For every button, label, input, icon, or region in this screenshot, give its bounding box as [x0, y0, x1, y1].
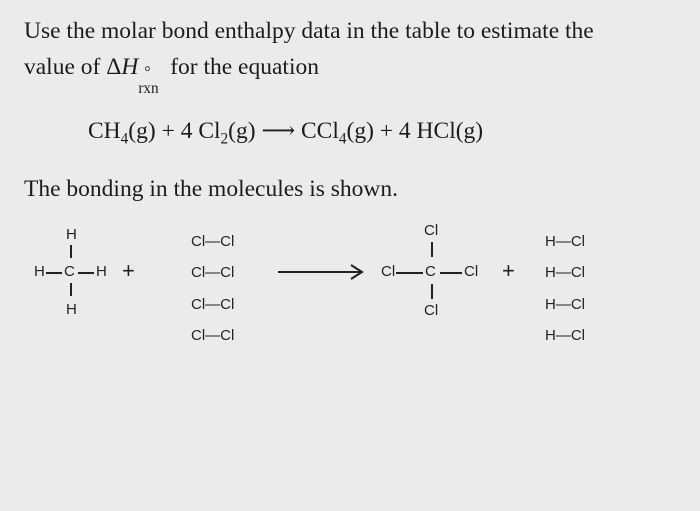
eq-ch: CH	[88, 118, 121, 144]
ccl4-cl-left: Cl	[381, 263, 396, 280]
hcl-molecule: H—Cl	[545, 264, 585, 281]
methane-h-top: H	[66, 226, 77, 243]
chemical-equation	[88, 116, 483, 149]
methane-h-right: H	[96, 263, 107, 280]
ccl4-c: C	[425, 263, 436, 280]
question-line-2-suffix: for the equation	[164, 54, 319, 80]
bonding-statement: The bonding in the molecules is shown.	[24, 176, 398, 202]
cl2-molecule: Cl—Cl	[191, 233, 235, 250]
question-line-2-prefix: value of Δ	[24, 54, 122, 80]
enthalpy-symbol: H	[121, 54, 139, 80]
rxn-subscript: rxn	[138, 80, 159, 97]
eq-cl-sub: 2	[220, 130, 229, 148]
hcl-molecule: H—Cl	[545, 327, 585, 344]
plus-sign-2: +	[502, 258, 515, 283]
standard-state-mark: °	[144, 64, 151, 81]
ccl4-cl-right: Cl	[464, 263, 479, 280]
cl2-molecule: Cl—Cl	[191, 264, 235, 281]
hcl-molecule: H—Cl	[545, 296, 585, 313]
methane-c: C	[64, 263, 75, 280]
question-line-2	[24, 54, 319, 97]
cl2-molecule: Cl—Cl	[191, 296, 235, 313]
eq-ccl-sub: 4	[338, 130, 347, 148]
eq-part3: (g) + 4 HCl(g)	[346, 118, 484, 144]
cl2-molecule: Cl—Cl	[191, 327, 235, 344]
hcl-molecule: H—Cl	[545, 233, 585, 250]
eq-part2: (g) ⟶ CCl	[228, 118, 339, 144]
reaction-arrow	[278, 262, 368, 282]
eq-part1: (g) + 4 Cl	[128, 118, 221, 144]
ccl4-cl-bottom: Cl	[424, 302, 439, 319]
methane-h-left: H	[34, 263, 45, 280]
question-line-1: Use the molar bond enthalpy data in the table to estimate the	[24, 18, 594, 44]
ccl4-cl-top: Cl	[424, 222, 439, 239]
plus-sign-1: +	[122, 258, 135, 283]
eq-ch-sub: 4	[120, 130, 129, 148]
methane-h-bottom: H	[66, 301, 77, 318]
